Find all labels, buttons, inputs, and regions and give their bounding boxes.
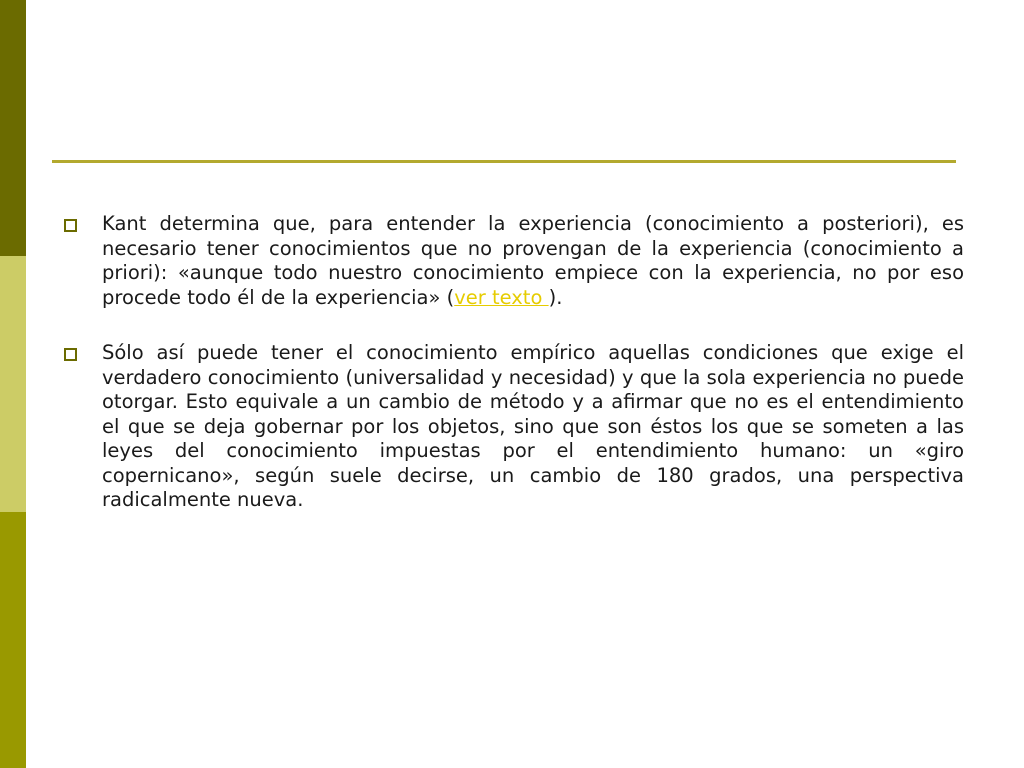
bullet-text-part: Kant determina que, para entender la experiencia (conocimiento a posteriori), es necesario tener conocimientos que no provengan de la experiencia (conocimiento a priori): «aunque todo nuestro conocimiento empiece con la experiencia, no por eso procede todo él de la experiencia» (: [102, 212, 964, 309]
side-bar-bottom-segment: [0, 512, 26, 768]
side-bar-top-segment: [0, 0, 26, 256]
bullet-text-part: ).: [548, 285, 563, 309]
list-item: [64, 212, 964, 310]
list-item: [64, 341, 964, 513]
square-bullet-icon: [64, 348, 77, 361]
bullet-text: Sólo así puede tener el conocimiento empírico aquellas condiciones que exige el verdadero conocimiento (universalidad y necesidad) y que la sola experiencia no puede otorgar. Esto equivale a un cambio de método y a afirmar que no es el entendimiento el que se deja gobernar por los objetos, sino que son éstos los que se someten a las leyes del conocimiento impuestas por el entendimiento humano: un «giro copernicano», según suele decirse, un cambio de 180 grados, una perspectiva radicalmente nueva.: [102, 341, 964, 511]
bullet-list: [64, 212, 964, 544]
title-divider: [52, 160, 956, 163]
square-bullet-icon: [64, 219, 77, 232]
side-color-bar: [0, 0, 26, 768]
side-bar-middle-segment: [0, 256, 26, 512]
bullet-text: [102, 212, 964, 310]
ver-texto-link[interactable]: ver texto: [454, 285, 549, 309]
